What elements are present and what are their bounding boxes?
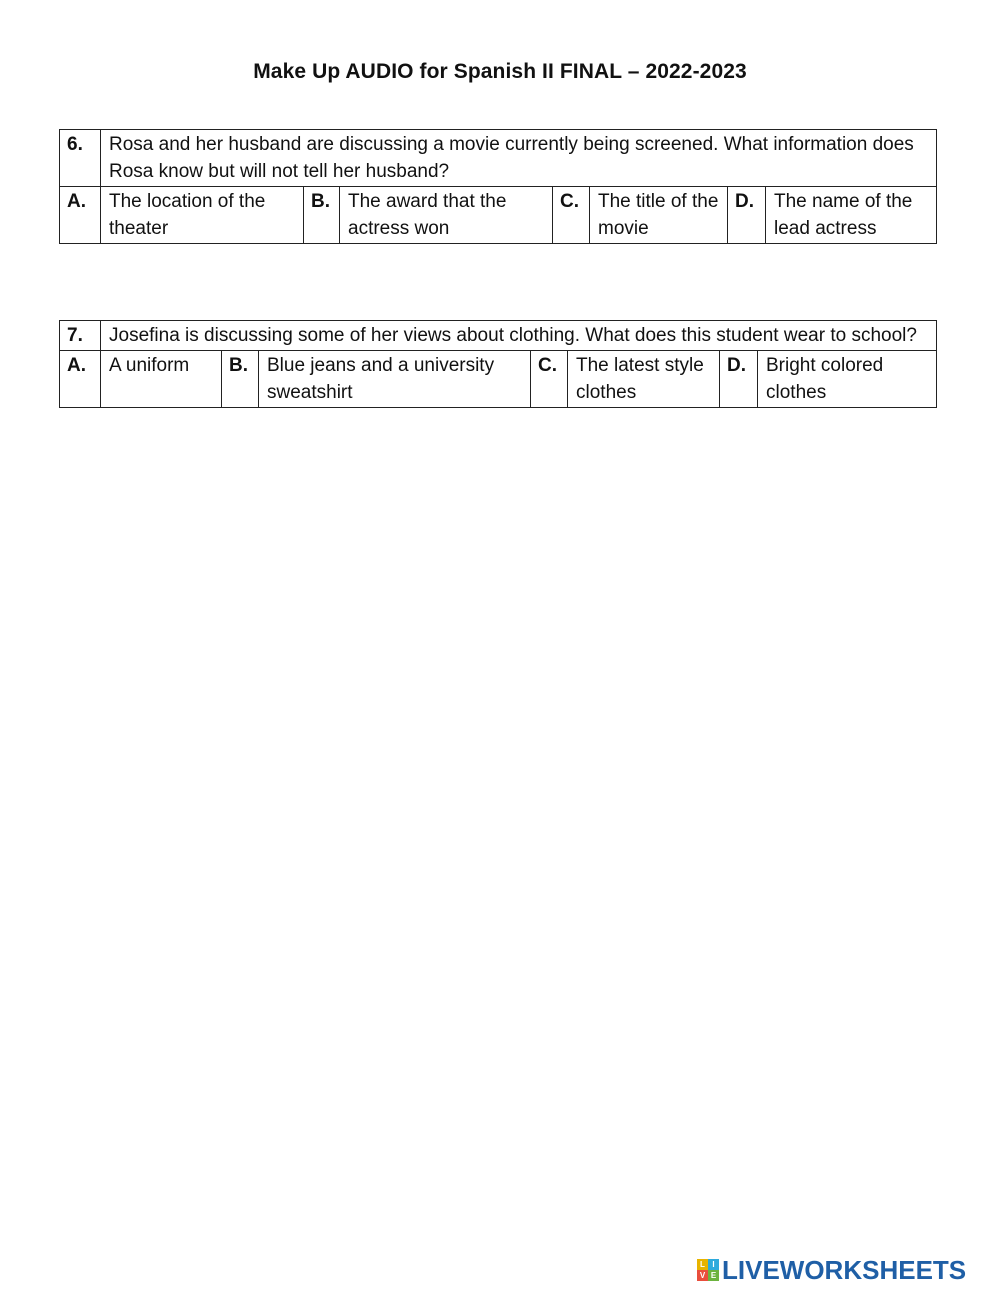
option-a-text[interactable]: A uniform <box>101 351 222 408</box>
question-7-table <box>59 320 937 408</box>
logo-tile-l: L <box>697 1259 708 1270</box>
option-d-letter: D. <box>720 351 758 408</box>
question-row <box>60 321 937 351</box>
question-prompt: Josefina is discussing some of her views about clothing. What does this student wear to school? <box>101 321 937 351</box>
options-row <box>60 187 937 244</box>
option-a-text[interactable]: The location of the theater <box>101 187 304 244</box>
page-title: Make Up AUDIO for Spanish II FINAL – 2022-2023 <box>253 60 747 83</box>
liveworksheets-wordmark: LIVEWORKSHEETS <box>722 1254 967 1285</box>
option-b-text[interactable]: The award that the actress won <box>340 187 553 244</box>
option-b-letter: B. <box>222 351 259 408</box>
logo-tile-e: E <box>708 1270 719 1281</box>
logo-tile-i: I <box>708 1259 719 1270</box>
option-d-letter: D. <box>728 187 766 244</box>
logo-tile-v: V <box>697 1270 708 1281</box>
liveworksheets-logo[interactable] <box>697 1256 966 1284</box>
option-d-text[interactable]: The name of the lead actress <box>766 187 937 244</box>
option-c-letter: C. <box>553 187 590 244</box>
options-row <box>60 351 937 408</box>
option-a-letter: A. <box>60 351 101 408</box>
question-6-table <box>59 129 937 244</box>
liveworksheets-logo-icon <box>697 1259 719 1281</box>
question-number: 7. <box>60 321 101 351</box>
option-b-text[interactable]: Blue jeans and a university sweatshirt <box>259 351 531 408</box>
option-b-letter: B. <box>304 187 340 244</box>
option-d-text[interactable]: Bright colored clothes <box>758 351 937 408</box>
option-a-letter: A. <box>60 187 101 244</box>
option-c-text[interactable]: The title of the movie <box>590 187 728 244</box>
question-number: 6. <box>60 130 101 187</box>
option-c-letter: C. <box>531 351 568 408</box>
question-row <box>60 130 937 187</box>
question-prompt: Rosa and her husband are discussing a movie currently being screened. What information does Rosa know but will not tell her husband? <box>101 130 937 187</box>
option-c-text[interactable]: The latest style clothes <box>568 351 720 408</box>
